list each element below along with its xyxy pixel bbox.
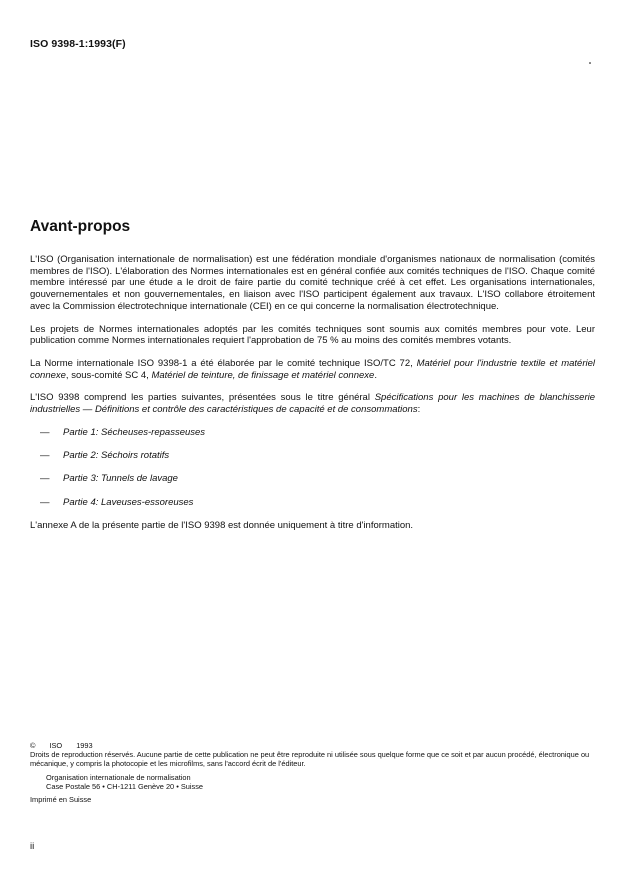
list-dash: — (40, 473, 50, 485)
paragraph-committee-text-3: . (374, 369, 377, 381)
rights-notice: Droits de reproduction réservés. Aucune partie de cette publication ne peut être reproduite ni utilisée sous quelque forme que ce soit et par aucun procédé, électronique ou mécanique, y compris la photocopie et les microfilms, sans l'accord écrit de l'éditeur. (30, 750, 590, 769)
paragraph-draft-standards: Les projets de Normes internationales adoptés par les comités techniques sont soumis aux comités membres pour vote. Leur publication comme Normes internationales requiert l'approbation de 75 % au moins des comités membres votants. (30, 323, 595, 347)
list-dash: — (40, 450, 50, 462)
list-item (40, 497, 595, 509)
paragraph-committee-italic-2: Matériel de teinture, de finissage et matériel connexe (151, 369, 375, 381)
publisher-name: Organisation internationale de normalisation (46, 772, 191, 782)
publisher-address: Case Postale 56 • CH-1211 Genève 20 • Suisse (46, 781, 204, 791)
copyright-line (30, 741, 605, 750)
paragraph-parts-text-2: : (417, 404, 421, 416)
paragraph-annex: L'annexe A de la présente partie de l'ISO 9398 est donnée uniquement à titre d'information. (30, 520, 414, 532)
paragraph-iso-intro: L'ISO (Organisation internationale de normalisation) est une fédération mondiale d'organismes nationaux de normalisation (comités membres de l'ISO). L'élaboration des Normes internationales est en général confiée aux comités techniques de l'ISO. Chaque comité membre intéressé par une étude a le droit de faire partie du comité technique créé à cet effet. Les organisations internationales, gouvernementales et non gouvernementales, en liaison avec l'ISO participent également aux travaux. L'ISO collabore étroitement avec la Commission électrotechnique internationale (CEI) en ce qui concerne la normalisation électrotechnique. (30, 254, 595, 312)
copyright-org: ISO (49, 741, 63, 750)
paragraph-committee-text-2: , sous-comité SC 4, (65, 369, 152, 381)
paragraph-parts-italic: Spécifications pour les machines de blanchisserie industrielles — Définitions et contrôle des caractéristiques de capacité et de consommations (30, 392, 595, 416)
list-dash: — (40, 496, 50, 508)
list-item (40, 473, 595, 485)
scan-speck (589, 62, 591, 64)
paragraph-committee-italic-1: Matériel pour l'industrie textile et matériel connexe (30, 357, 596, 381)
list-item (40, 450, 595, 462)
copyright-year: 1993 (76, 741, 93, 750)
list-item-label: Partie 1: Sécheuses-repasseuses (63, 426, 206, 438)
section-title: Avant-propos (30, 218, 131, 235)
paragraph-parts-text-1: L'ISO 9398 comprend les parties suivantes, présentées sous le titre général (30, 392, 375, 404)
foreword-body (30, 254, 595, 543)
page-number: ii (30, 841, 35, 852)
parts-list (40, 427, 595, 509)
standard-header: ISO 9398-1:1993(F) (30, 38, 126, 50)
paragraph-committee-text-1: La Norme internationale ISO 9398-1 a été élaborée par le comité technique ISO/TC 72, (30, 357, 417, 369)
paragraph-parts-intro (30, 392, 595, 415)
list-item-label: Partie 2: Séchoirs rotatifs (63, 450, 170, 462)
list-item (40, 427, 595, 439)
printed-notice: Imprimé en Suisse (30, 795, 92, 805)
list-item-label: Partie 3: Tunnels de lavage (63, 473, 178, 485)
paragraph-committee (30, 358, 595, 381)
list-dash: — (40, 426, 50, 438)
copyright-footer (30, 741, 605, 804)
list-item-label: Partie 4: Laveuses-essoreuses (63, 496, 194, 508)
copyright-symbol: © (30, 741, 36, 750)
